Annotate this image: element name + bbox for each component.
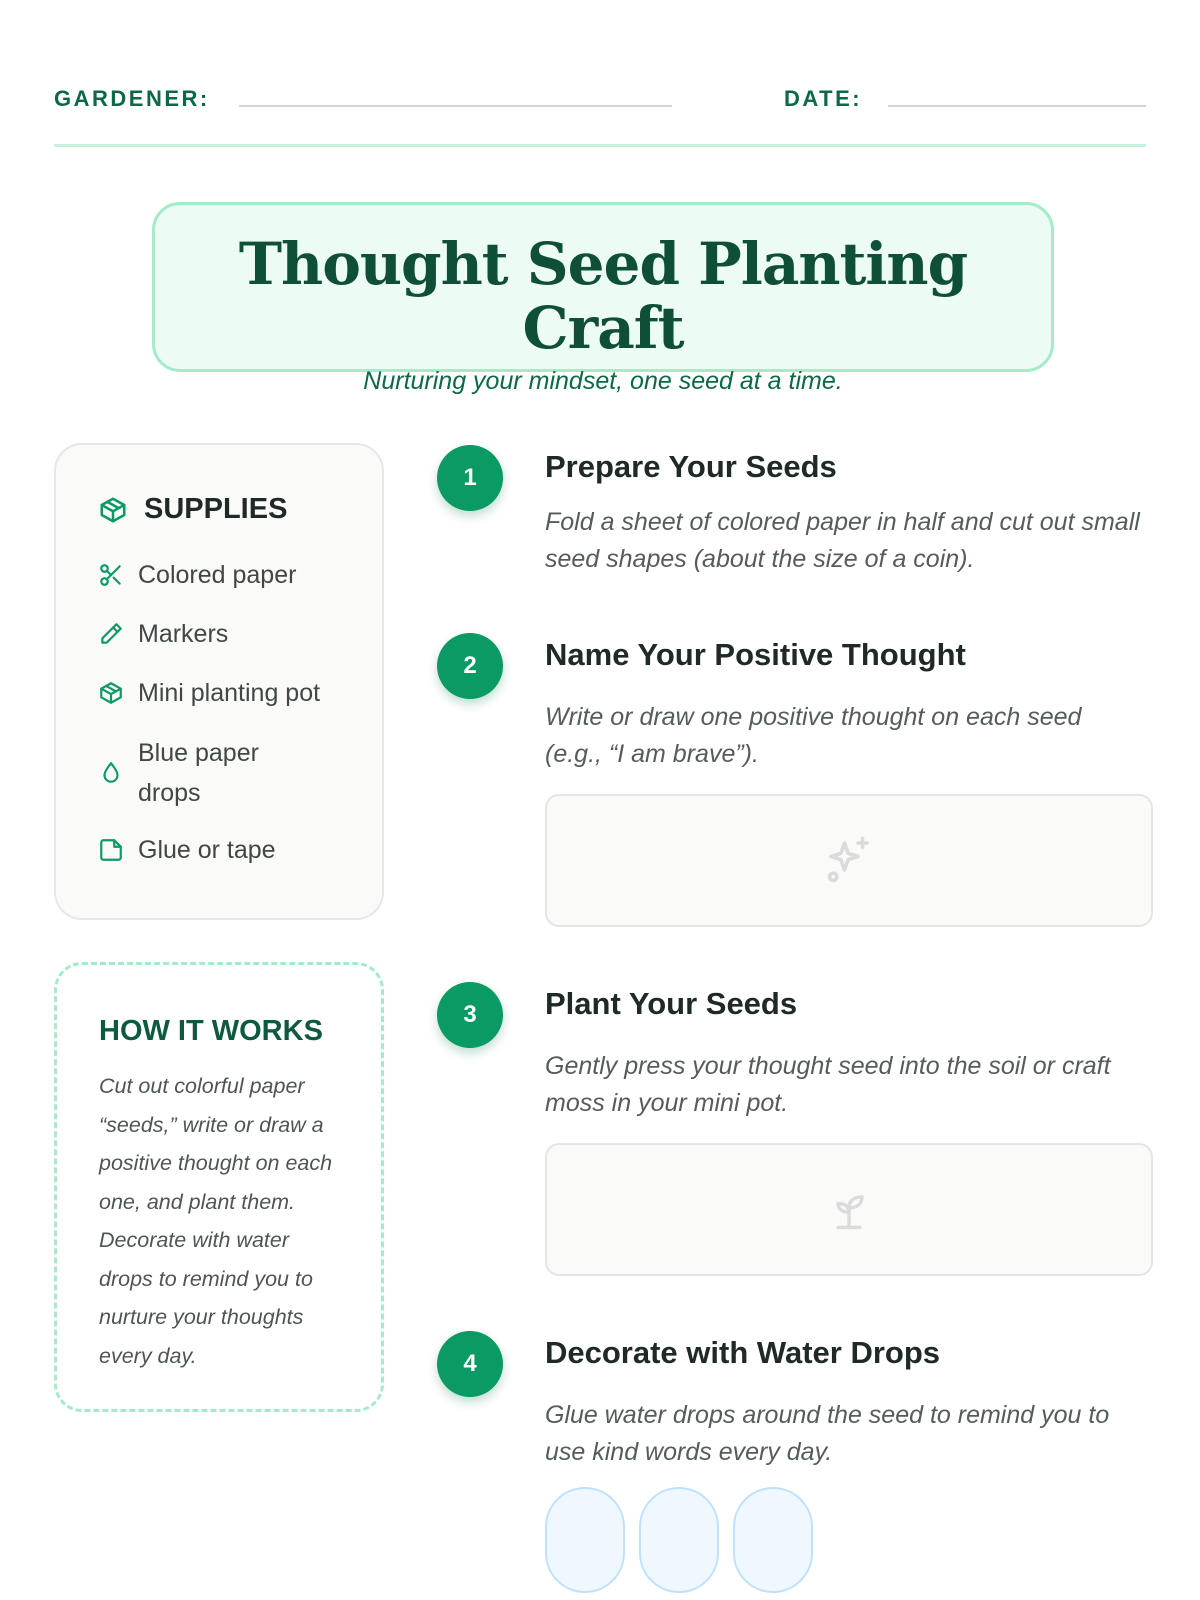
step-number-badge: 4 [437,1331,503,1397]
supply-item [98,555,296,595]
sparkles-icon [822,834,876,888]
thought-drawing-area[interactable] [545,794,1153,927]
title-banner [152,202,1054,395]
droplet-icon [98,760,124,786]
supply-item [98,673,320,713]
date-label: DATE: [784,86,863,111]
gardener-label: GARDENER: [54,86,210,111]
step-description: Fold a sheet of colored paper in half and cut out small seed shapes (about the size of a coin). [545,508,1140,573]
how-it-works-title: HOW IT WORKS [99,1015,323,1047]
page-subtitle: Nurturing your mindset, one seed at a time. [363,366,843,395]
supply-label: Colored paper [138,561,297,589]
supply-item [98,733,288,813]
how-it-works-text: Cut out colorful paper “seeds,” write or draw a positive thought on each one, and plant them. Decorate with water drops to remind you to nurture your thoughts every day. [99,1074,333,1368]
step-description: Gently press your thought seed into the soil or craft moss in your mini pot. [545,1052,1111,1117]
supply-label: Blue paper drops [138,739,259,807]
header-divider [54,144,1146,147]
supply-label: Glue or tape [138,836,276,864]
planting-drawing-area[interactable] [545,1143,1153,1276]
step-number-badge: 1 [437,445,503,511]
supply-label: Markers [138,620,229,648]
supplies-card [54,443,384,920]
supply-label: Mini planting pot [138,679,321,707]
step-number-badge: 3 [437,982,503,1048]
supplies-header [98,493,287,526]
step-title: Prepare Your Seeds [545,449,837,484]
step-title: Plant Your Seeds [545,986,798,1021]
supply-item [98,614,228,654]
sprout-icon [823,1184,875,1236]
step-title: Decorate with Water Drops [545,1335,941,1370]
how-it-works-card [54,962,384,1412]
step-title: Name Your Positive Thought [545,637,966,672]
worksheet-header [54,82,1146,112]
step-description: Write or draw one positive thought on each seed (e.g., “I am brave”). [545,703,1082,768]
page-title: Thought Seed Planting Craft [238,230,968,362]
package-icon [98,495,128,525]
step-number-badge: 2 [437,633,503,699]
date-line[interactable] [888,105,1146,107]
step-description: Glue water drops around the seed to remind you to use kind words every day. [545,1401,1110,1466]
sticky-note-icon [98,837,124,863]
package-icon [98,680,124,706]
water-drop-slot[interactable] [733,1487,813,1593]
water-drop-slot[interactable] [545,1487,625,1593]
gardener-name-line[interactable] [239,105,672,107]
pencil-icon [98,621,124,647]
supplies-title: SUPPLIES [144,493,288,525]
supply-item [98,830,276,870]
water-drop-slot[interactable] [639,1487,719,1593]
scissors-icon [98,562,124,588]
